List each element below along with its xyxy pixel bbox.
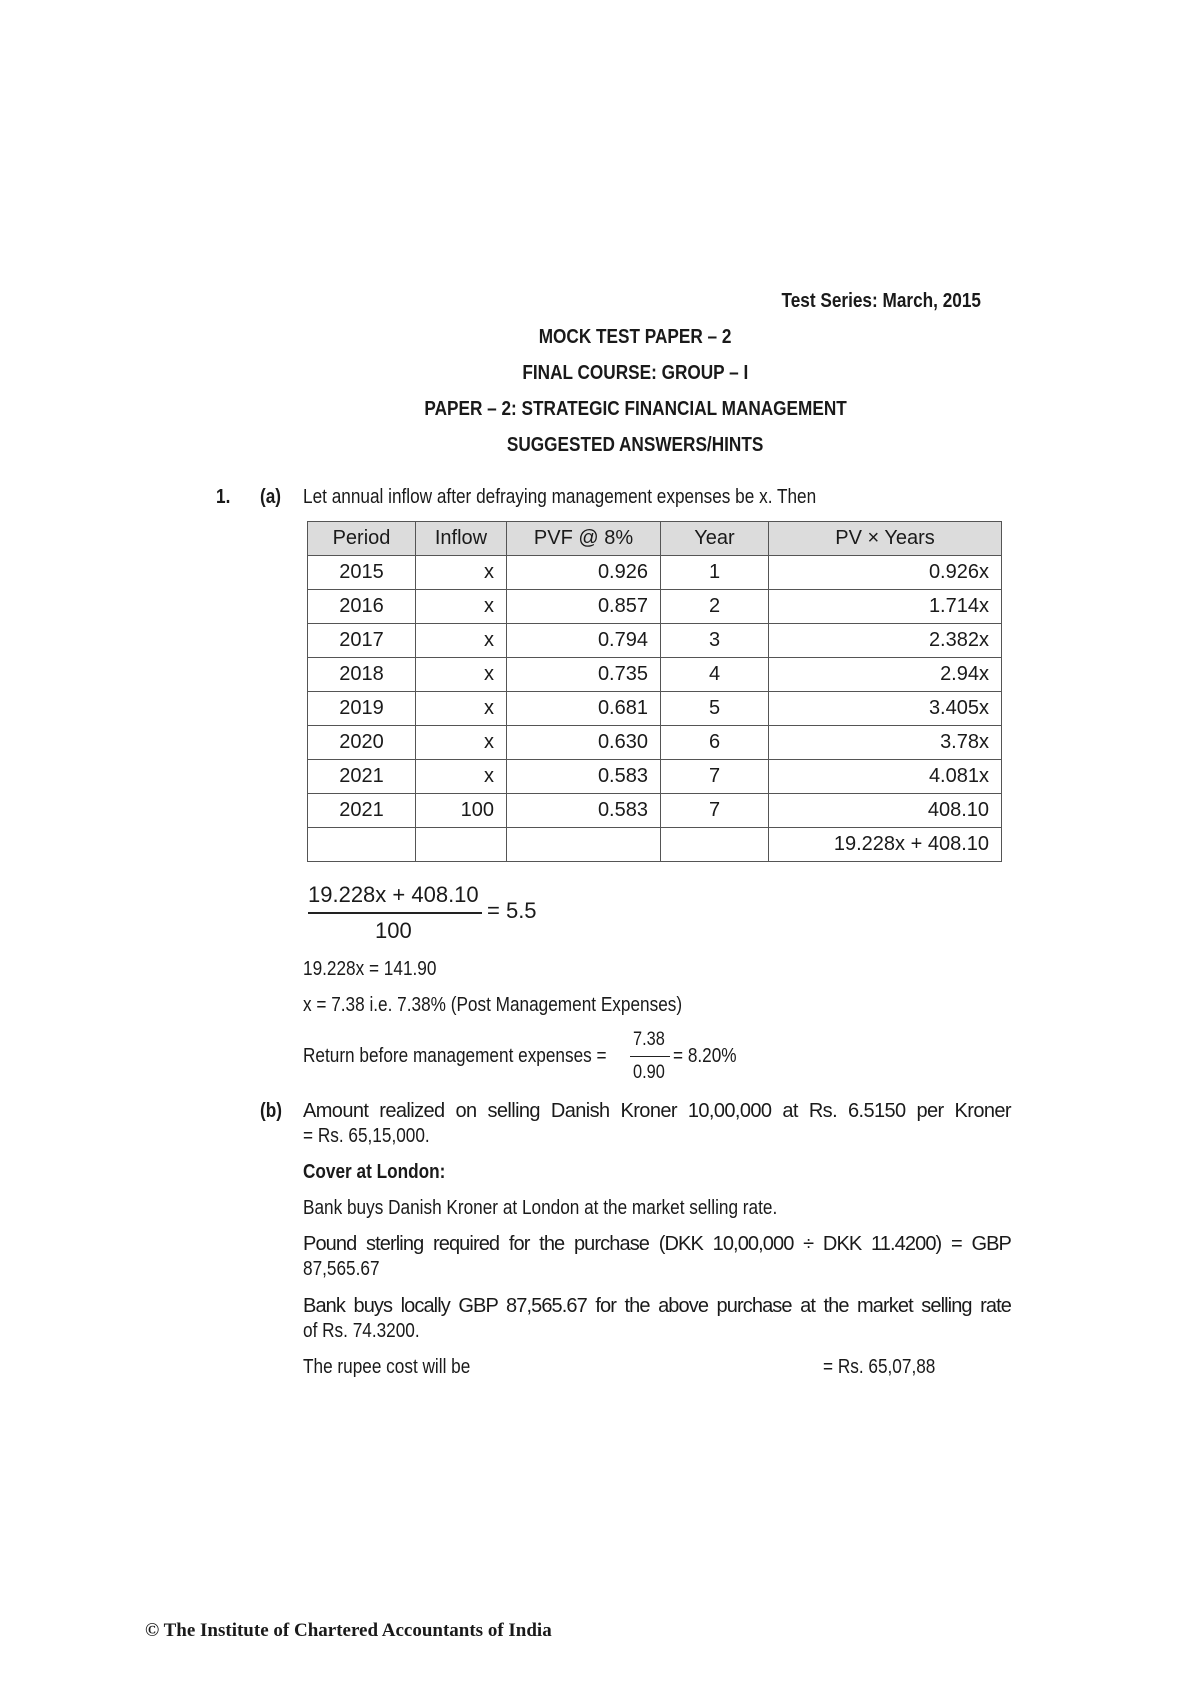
- header-period: Period: [308, 522, 416, 556]
- cell-year: 1: [661, 556, 769, 590]
- cell-pv-years: 2.382x: [769, 624, 1002, 658]
- cell-period: 2018: [308, 658, 416, 692]
- cell-pvf: 0.583: [507, 794, 661, 828]
- cell-pv-years: 0.926x: [769, 556, 1002, 590]
- cell-pvf: 0.681: [507, 692, 661, 726]
- cell-year: 6: [661, 726, 769, 760]
- part-a-label: (a): [260, 486, 282, 508]
- cell-inflow: x: [416, 624, 507, 658]
- table-row: [308, 726, 1002, 760]
- cell-year: 5: [661, 692, 769, 726]
- table-row: [308, 794, 1002, 828]
- para3-line2: 87,565.67: [303, 1258, 380, 1280]
- cell-year: 2: [661, 590, 769, 624]
- table-total-row: [308, 828, 1002, 862]
- table-header-row: [308, 522, 1002, 556]
- table-row: [308, 556, 1002, 590]
- table-row: [308, 658, 1002, 692]
- header-pv-years: PV × Years: [769, 522, 1002, 556]
- cell-pv-years: 3.405x: [769, 692, 1002, 726]
- eq2-result: = 8.20%: [673, 1045, 737, 1067]
- header-year: Year: [661, 522, 769, 556]
- cell-year: 3: [661, 624, 769, 658]
- answers-subtitle: SUGGESTED ANSWERS/HINTS: [507, 434, 764, 456]
- eq1-result: = 5.5: [487, 898, 537, 923]
- cell-inflow: x: [416, 726, 507, 760]
- cell-year: 7: [661, 794, 769, 828]
- para1-line2: = Rs. 65,15,000.: [303, 1125, 430, 1147]
- para4-line1: Bank buys locally GBP 87,565.67 for the above purchase at the market selling rate: [303, 1295, 1011, 1317]
- header-pvf: PVF @ 8%: [507, 522, 661, 556]
- cell-pv-years: 2.94x: [769, 658, 1002, 692]
- eq-line-2: x = 7.38 i.e. 7.38% (Post Management Expenses): [303, 994, 683, 1016]
- cell-inflow: x: [416, 658, 507, 692]
- cell-period: 2019: [308, 692, 416, 726]
- para3-line1: Pound sterling required for the purchase (DKK 10,00,000 ÷ DKK 11.4200) = GBP: [303, 1233, 1011, 1255]
- eq1-numerator: 19.228x + 408.10: [308, 882, 479, 907]
- cell-inflow: x: [416, 692, 507, 726]
- cell-pv-years: 408.10: [769, 794, 1002, 828]
- cell-pv-years-total: 19.228x + 408.10: [769, 828, 1002, 862]
- part-b-label: (b): [260, 1100, 282, 1122]
- cell-period: 2015: [308, 556, 416, 590]
- eq1-fraction-bar: [308, 912, 482, 914]
- cell-pv-years: 3.78x: [769, 726, 1002, 760]
- cell-year: 7: [661, 760, 769, 794]
- rupee-cost-value: = Rs. 65,07,88: [823, 1356, 936, 1378]
- part-b-para4: [303, 1295, 1011, 1343]
- cell-pvf: 0.630: [507, 726, 661, 760]
- eq-line-1: 19.228x = 141.90: [303, 958, 437, 980]
- cell-period: 2020: [308, 726, 416, 760]
- eq2-numerator: 7.38: [633, 1029, 665, 1050]
- cell-pv-years: 4.081x: [769, 760, 1002, 794]
- cell-period: 2021: [308, 794, 416, 828]
- cell-inflow: [416, 828, 507, 862]
- cell-inflow: x: [416, 590, 507, 624]
- para4-line2: of Rs. 74.3200.: [303, 1320, 420, 1342]
- cell-inflow: 100: [416, 794, 507, 828]
- part-b-para2: Bank buys Danish Kroner at London at the market selling rate.: [303, 1197, 778, 1219]
- cell-pvf: 0.857: [507, 590, 661, 624]
- paper-number: MOCK TEST PAPER – 2: [539, 326, 732, 348]
- eq2-fraction-bar: [630, 1056, 670, 1057]
- cell-year: [661, 828, 769, 862]
- cell-period: 2017: [308, 624, 416, 658]
- part-b-para1: [303, 1100, 1011, 1148]
- cell-inflow: x: [416, 760, 507, 794]
- cell-pvf: 0.794: [507, 624, 661, 658]
- test-series-label: Test Series: March, 2015: [781, 290, 981, 312]
- part-a-intro: Let annual inflow after defraying management expenses be x. Then: [303, 486, 817, 508]
- cell-pvf: [507, 828, 661, 862]
- para1-line1: Amount realized on selling Danish Kroner 10,00,000 at Rs. 6.5150 per Kroner: [303, 1100, 1011, 1122]
- cell-period: [308, 828, 416, 862]
- eq2-label: Return before management expenses =: [303, 1045, 607, 1067]
- cover-heading: Cover at London:: [303, 1161, 446, 1183]
- part-b-para3: [303, 1233, 1011, 1281]
- pv-table: [307, 521, 1002, 862]
- paper-title: PAPER – 2: STRATEGIC FINANCIAL MANAGEMENT: [424, 398, 847, 420]
- cell-inflow: x: [416, 556, 507, 590]
- question-number: 1.: [216, 486, 231, 508]
- cell-pvf: 0.735: [507, 658, 661, 692]
- cell-pvf: 0.926: [507, 556, 661, 590]
- table-row: [308, 692, 1002, 726]
- cell-pvf: 0.583: [507, 760, 661, 794]
- table-row: [308, 760, 1002, 794]
- header-inflow: Inflow: [416, 522, 507, 556]
- table-row: [308, 590, 1002, 624]
- footer-copyright: © The Institute of Chartered Accountants of India: [145, 1620, 552, 1641]
- table-row: [308, 624, 1002, 658]
- cell-period: 2016: [308, 590, 416, 624]
- eq2-denominator: 0.90: [633, 1062, 665, 1083]
- cell-pv-years: 1.714x: [769, 590, 1002, 624]
- course-title: FINAL COURSE: GROUP – I: [522, 362, 749, 384]
- eq1-denominator: 100: [375, 918, 412, 943]
- cell-period: 2021: [308, 760, 416, 794]
- cell-year: 4: [661, 658, 769, 692]
- rupee-cost-label: The rupee cost will be: [303, 1356, 471, 1378]
